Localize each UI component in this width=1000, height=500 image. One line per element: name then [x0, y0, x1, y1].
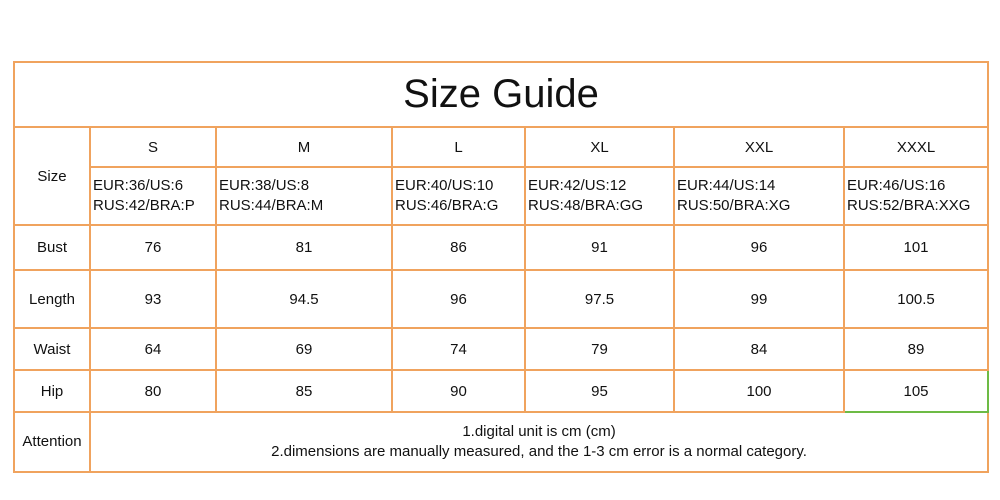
waist-value: 64	[90, 328, 216, 370]
size-guide	[13, 61, 987, 473]
length-value: 94.5	[216, 270, 392, 328]
row-label-bust: Bust	[14, 225, 90, 270]
conversion-cell-xl	[525, 167, 674, 225]
size-header-s: S	[90, 127, 216, 167]
hip-value-selected[interactable]: 105	[844, 370, 988, 412]
bust-value: 76	[90, 225, 216, 270]
bust-value: 91	[525, 225, 674, 270]
length-value: 100.5	[844, 270, 988, 328]
conversion-line: EUR:38/US:8	[219, 177, 310, 194]
conversion-cell-m	[216, 167, 392, 225]
conversion-cell-xxxl	[844, 167, 988, 225]
waist-value: 84	[674, 328, 844, 370]
bust-value: 86	[392, 225, 525, 270]
conversion-line: EUR:36/US:6	[93, 177, 184, 194]
conversion-line: RUS:44/BRA:M	[219, 197, 324, 214]
row-label-size: Size	[14, 127, 90, 225]
length-value: 93	[90, 270, 216, 328]
conversion-cell-s	[90, 167, 216, 225]
bust-value: 81	[216, 225, 392, 270]
attention-note: 1.digital unit is cm (cm)	[462, 423, 616, 440]
hip-value: 95	[525, 370, 674, 412]
row-label-attention: Attention	[14, 412, 90, 472]
attention-note: 2.dimensions are manually measured, and the 1-3 cm error is a normal category.	[271, 443, 807, 460]
conversion-cell-xxl	[674, 167, 844, 225]
length-value: 96	[392, 270, 525, 328]
hip-value: 80	[90, 370, 216, 412]
size-header-m: M	[216, 127, 392, 167]
hip-value: 100	[674, 370, 844, 412]
hip-value: 90	[392, 370, 525, 412]
row-label-length: Length	[14, 270, 90, 328]
conversion-line: RUS:48/BRA:GG	[528, 197, 644, 214]
conversion-line: RUS:52/BRA:XXG	[847, 197, 971, 214]
conversion-line: EUR:46/US:16	[847, 177, 946, 194]
waist-value: 69	[216, 328, 392, 370]
size-guide-table	[13, 61, 989, 473]
waist-value: 79	[525, 328, 674, 370]
waist-value: 74	[392, 328, 525, 370]
size-header-xxxl: XXXL	[844, 127, 988, 167]
length-value: 99	[674, 270, 844, 328]
conversion-line: EUR:42/US:12	[528, 177, 627, 194]
bust-value: 96	[674, 225, 844, 270]
attention-notes	[90, 412, 988, 472]
size-header-xxl: XXL	[674, 127, 844, 167]
row-label-waist: Waist	[14, 328, 90, 370]
waist-value: 89	[844, 328, 988, 370]
conversion-line: EUR:40/US:10	[395, 177, 494, 194]
conversion-line: RUS:46/BRA:G	[395, 197, 499, 214]
bust-value: 101	[844, 225, 988, 270]
row-label-hip: Hip	[14, 370, 90, 412]
size-header-l: L	[392, 127, 525, 167]
conversion-line: RUS:42/BRA:P	[93, 197, 195, 214]
conversion-cell-l	[392, 167, 525, 225]
page-title: Size Guide	[14, 62, 988, 127]
hip-value: 85	[216, 370, 392, 412]
size-header-xl: XL	[525, 127, 674, 167]
conversion-line: RUS:50/BRA:XG	[677, 197, 791, 214]
length-value: 97.5	[525, 270, 674, 328]
conversion-line: EUR:44/US:14	[677, 177, 776, 194]
